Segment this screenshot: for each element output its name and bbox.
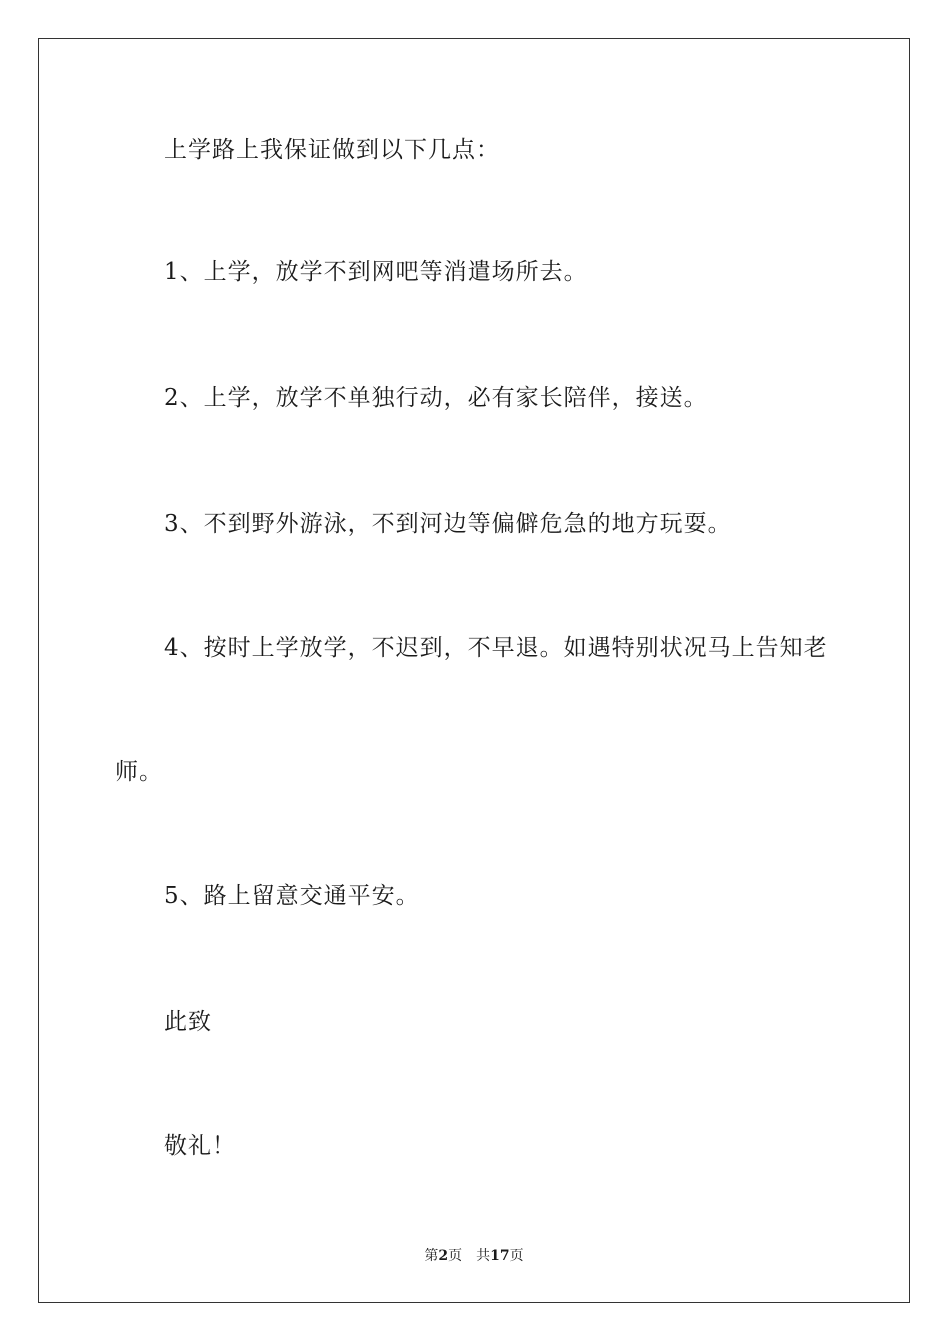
item-4-continuation: 师。: [115, 759, 163, 785]
total-suffix: 页: [509, 1248, 524, 1264]
intro-line: 上学路上我保证做到以下几点：: [164, 137, 500, 163]
page-number: 2: [438, 1248, 449, 1264]
total-pages: 17: [490, 1248, 510, 1264]
item-4: 4、按时上学放学，不迟到，不早退。如遇特别状况马上告知老: [164, 635, 828, 661]
page-frame: [38, 38, 910, 1303]
closing-salutation: 此致: [164, 1009, 212, 1035]
item-3: 3、不到野外游泳，不到河边等偏僻危急的地方玩耍。: [164, 511, 732, 537]
page-suffix: 页: [448, 1248, 463, 1264]
page-prefix: 第: [424, 1248, 439, 1264]
item-1: 1、上学，放学不到网吧等消遣场所去。: [164, 259, 588, 285]
closing-regards: 敬礼！: [164, 1133, 236, 1159]
item-5: 5、路上留意交通平安。: [164, 883, 420, 909]
page-footer: [39, 1247, 909, 1265]
total-prefix: 共: [476, 1248, 491, 1264]
item-2: 2、上学，放学不单独行动，必有家长陪伴，接送。: [164, 385, 708, 411]
